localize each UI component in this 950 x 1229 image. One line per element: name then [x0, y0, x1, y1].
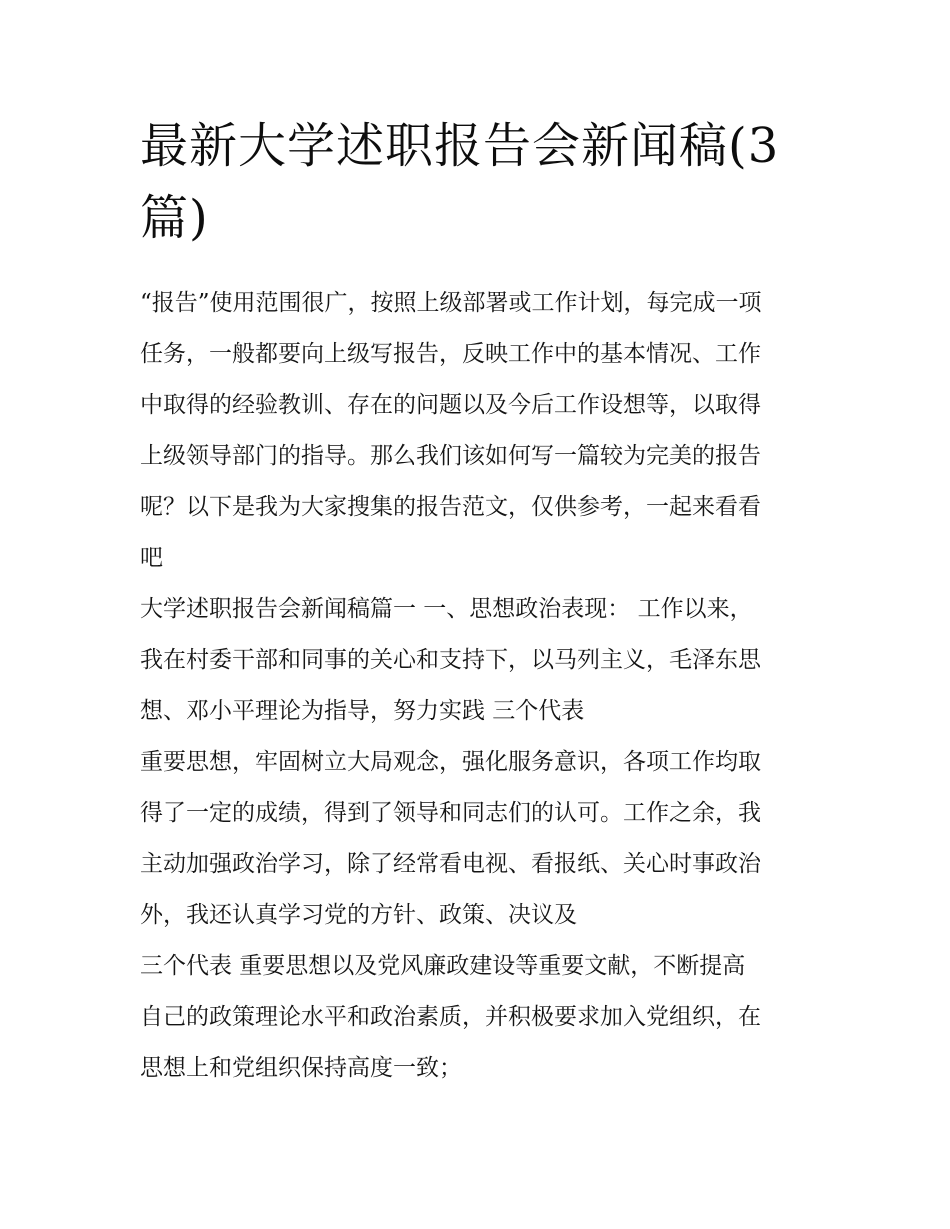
text-line: 呢？以下是我为大家搜集的报告范文，仅供参考，一起来看看 [140, 494, 761, 520]
text-line: 任务，一般都要向上级写报告，反映工作中的基本情况、工作 [140, 341, 761, 367]
text-line: 我在村委干部和同事的关心和支持下，以马列主义，毛泽东思 [140, 647, 761, 673]
text-line: 得了一定的成绩，得到了领导和同志们的认可。工作之余，我 [140, 800, 761, 826]
text-line: “报告”使用范围很广，按照上级部署或工作计划，每完成一项 [140, 290, 762, 316]
text-line: 外，我还认真学习党的方针、政策、决议及 [140, 902, 577, 928]
text-line: 吧 [140, 545, 163, 571]
title-line: 篇) [140, 190, 209, 246]
document-body [140, 278, 820, 1094]
text-line: 大学述职报告会新闻稿篇一 一、思想政治表现： 工作以来， [140, 596, 753, 622]
title-line: 最新大学述职报告会新闻稿(3 [140, 118, 780, 174]
text-line: 三个代表 重要思想以及党风廉政建设等重要文献，不断提高 [140, 953, 746, 979]
text-line: 主动加强政治学习，除了经常看电视、看报纸、关心时事政治 [140, 851, 761, 877]
text-line: 思想上和党组织保持高度一致； [140, 1055, 462, 1081]
text-line: 上级领导部门的指导。那么我们该如何写一篇较为完美的报告 [140, 443, 761, 469]
document-title [140, 110, 820, 254]
text-line: 自己的政策理论水平和政治素质，并积极要求加入党组织，在 [140, 1004, 761, 1030]
text-line: 想、邓小平理论为指导，努力实践 三个代表 [140, 698, 585, 724]
text-line: 重要思想，牢固树立大局观念，强化服务意识，各项工作均取 [140, 749, 761, 775]
text-line: 中取得的经验教训、存在的问题以及今后工作设想等，以取得 [140, 392, 761, 418]
